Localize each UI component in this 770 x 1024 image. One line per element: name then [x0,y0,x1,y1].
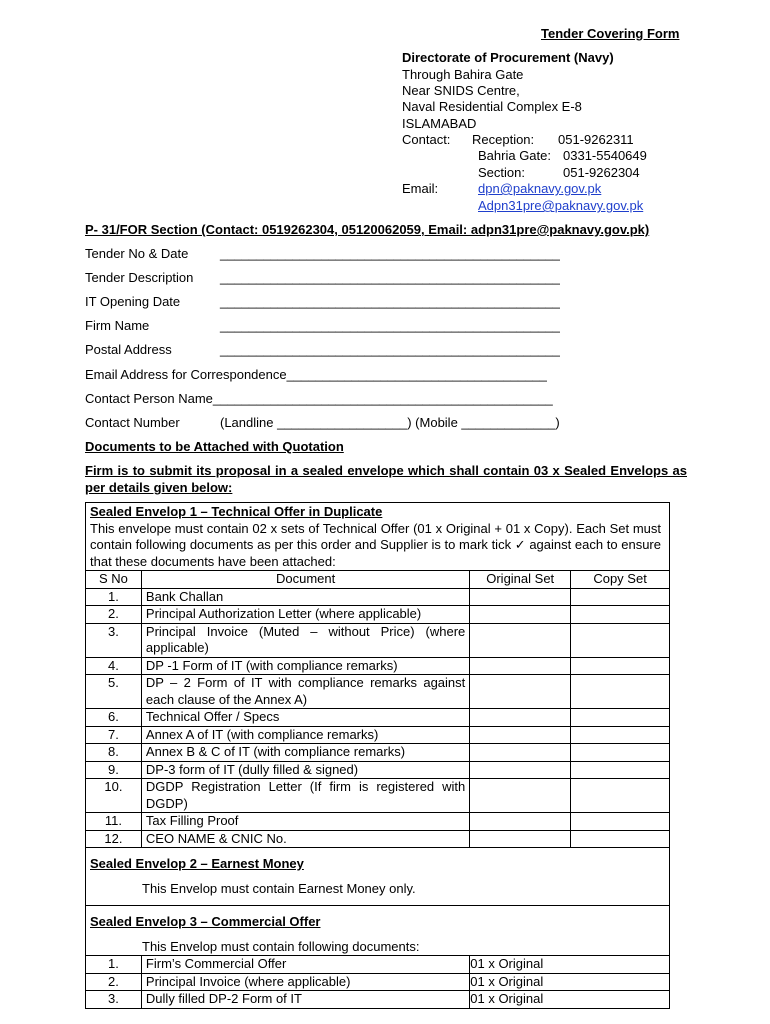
row-document: DP – 2 Form of IT with compliance remarks against each clause of the Annex A) [141,675,469,709]
envelope2-section [86,848,670,906]
field-label: Tender No & Date [85,246,189,261]
table-row [86,761,670,779]
col-header-sno: S No [86,571,142,589]
field-it-opening-date[interactable] [85,294,560,309]
original-set-cell[interactable] [470,830,571,848]
row-document: Principal Invoice (Muted – without Price) (where applicable) [141,623,469,657]
row-document-text: Principal Invoice (where applicable) [145,973,351,989]
table-row [86,973,670,991]
table-header-row [86,571,670,589]
envelope1-description: This envelope must contain 02 x sets of Technical Offer (01 x Original + 01 x Copy). Each Set must contain following documents as per this order and Supplier is to mark tick ✓ against each to ensure that these documents have been attached: [90,520,661,569]
row-sno: 3. [86,991,142,1009]
copy-set-cell[interactable] [571,675,670,709]
copy-set-cell[interactable] [571,726,670,744]
field-label: Firm Name [85,318,150,333]
table-row [86,956,670,974]
original-set-cell[interactable] [470,744,571,762]
row-document: DGDP Registration Letter (If firm is registered with DGDP) [141,779,469,813]
field-label: Tender Description [85,270,194,285]
row-document: Bank Challan [141,588,469,606]
copy-set-cell[interactable] [571,606,670,624]
copy-set-cell[interactable] [571,830,670,848]
field-blank[interactable]: _______________________________________________ [220,342,560,357]
section-contact-line: P- 31/FOR Section (Contact: 0519262304, 05120062059, Email: adpn31pre@paknavy.gov.pk) [85,222,650,237]
row-document: DP-3 form of IT (dully filled & signed) [141,761,469,779]
row-document: DP -1 Form of IT (with compliance remarks) [141,657,469,675]
table-row [86,830,670,848]
original-set-cell[interactable] [470,779,571,813]
original-set-cell[interactable] [470,588,571,606]
table-row [86,657,670,675]
copy-set-cell[interactable] [571,623,670,657]
envelope-table [85,502,670,1009]
original-set-cell[interactable] [470,761,571,779]
table-row [86,991,670,1009]
address-line: Near SNIDS Centre, [402,83,520,98]
table-row [86,623,670,657]
row-document-text: Dully filled DP-2 Form of IT [145,991,302,1006]
original-set-cell[interactable] [470,709,571,727]
row-sno: 3. [86,623,142,657]
field-blank[interactable]: _______________________________________________ [220,270,560,285]
row-sno: 9. [86,761,142,779]
row-sno: 4. [86,657,142,675]
copy-set-cell[interactable] [571,588,670,606]
original-set-cell[interactable] [470,813,571,831]
col-header-document: Document [141,571,469,589]
field-label: Contact Number [85,415,180,430]
envelope2-title: Sealed Envelop 2 – Earnest Money [90,856,304,871]
envelope1-header-cell [86,503,670,571]
row-document [141,991,469,1009]
row-document: Annex B & C of IT (with compliance remarks) [141,744,469,762]
row-document: Annex A of IT (with compliance remarks) [141,726,469,744]
copy-set-cell[interactable] [571,744,670,762]
field-label: Postal Address [85,342,172,357]
email-label: Email: [402,181,439,196]
envelope1-title: Sealed Envelop 1 – Technical Offer in Duplicate [90,504,383,519]
row-qty-cell [470,973,670,991]
envelope2-description: This Envelop must contain Earnest Money only. [142,880,416,896]
copy-set-cell[interactable] [571,761,670,779]
table-row [86,675,670,709]
row-sno: 12. [86,830,142,848]
row-document [141,973,469,991]
contact-label: Contact: [402,132,451,147]
table-row [86,588,670,606]
field-tender-no[interactable] [85,246,560,261]
row-sno: 8. [86,744,142,762]
field-blank[interactable]: _______________________________________________ [220,318,560,333]
table-row [86,726,670,744]
row-document: CEO NAME & CNIC No. [141,830,469,848]
envelope3-title: Sealed Envelop 3 – Commercial Offer [90,914,321,929]
org-name: Directorate of Procurement (Navy) [402,50,614,65]
row-sno: 5. [86,675,142,709]
contact-section-label: Section: [478,165,525,180]
row-sno: 6. [86,709,142,727]
envelope3-section [86,906,670,956]
documents-heading: Documents to be Attached with Quotation [85,439,344,454]
original-set-cell[interactable] [470,623,571,657]
envelope3-description: This Envelop must contain following documents: [142,938,420,954]
table-row [86,779,670,813]
field-email-correspondence[interactable]: Email Address for Correspondence____________________________________ [85,367,547,382]
field-blank[interactable]: _______________________________________________ [220,246,560,261]
field-firm-name[interactable] [85,318,560,333]
row-sno: 1. [86,956,142,974]
field-blank[interactable]: _______________________________________________ [220,294,560,309]
address-line: Naval Residential Complex E-8 [402,99,582,114]
original-set-cell[interactable] [470,657,571,675]
row-qty: 01 x Original [470,991,544,1006]
copy-set-cell[interactable] [571,657,670,675]
table-row [86,744,670,762]
field-blank[interactable]: (Landline __________________) (Mobile _____________) [220,415,560,430]
copy-set-cell[interactable] [571,779,670,813]
row-qty: 01 x Original [470,956,544,971]
firm-instruction: Firm is to submit its proposal in a sealed envelope which shall contain 03 x Sealed Envelops as per details given below: [85,463,687,495]
row-sno: 10. [86,779,142,813]
row-qty: 01 x Original [470,973,544,989]
contact-reception-value: 051-9262311 [558,132,634,147]
address-line: ISLAMABAD [402,116,477,131]
row-document: Tax Filling Proof [141,813,469,831]
table-row [86,606,670,624]
row-sno: 1. [86,588,142,606]
email-link-adpn31pre[interactable]: Adpn31pre@paknavy.gov.pk [478,198,644,213]
contact-gate-value: 0331-5540649 [563,148,647,163]
row-document-text: Firm’s Commercial Offer [145,956,287,971]
field-label: IT Opening Date [85,294,181,309]
row-sno: 7. [86,726,142,744]
form-title: Tender Covering Form [541,26,680,41]
original-set-cell[interactable] [470,606,571,624]
row-sno: 11. [86,813,142,831]
address-line: Through Bahira Gate [402,67,524,82]
original-set-cell[interactable] [470,675,571,709]
row-qty-cell [470,956,670,974]
row-sno: 2. [86,973,142,991]
email-link-dpn[interactable]: dpn@paknavy.gov.pk [478,181,602,196]
row-document: Technical Offer / Specs [141,709,469,727]
field-contact-number[interactable] [85,415,560,430]
field-tender-description[interactable] [85,270,560,285]
col-header-copy: Copy Set [571,571,670,589]
row-qty-cell [470,991,670,1009]
copy-set-cell[interactable] [571,709,670,727]
row-sno: 2. [86,606,142,624]
row-document: Principal Authorization Letter (where applicable) [141,606,469,624]
table-row [86,709,670,727]
copy-set-cell[interactable] [571,813,670,831]
table-row [86,813,670,831]
contact-reception-label: Reception: [472,132,535,147]
col-header-original: Original Set [470,571,571,589]
original-set-cell[interactable] [470,726,571,744]
field-contact-person[interactable]: Contact Person Name_______________________________________________ [85,391,553,406]
contact-gate-label: Bahria Gate: [478,148,551,163]
field-postal-address[interactable] [85,342,560,357]
contact-section-value: 051-9262304 [563,165,640,180]
row-document [141,956,469,974]
